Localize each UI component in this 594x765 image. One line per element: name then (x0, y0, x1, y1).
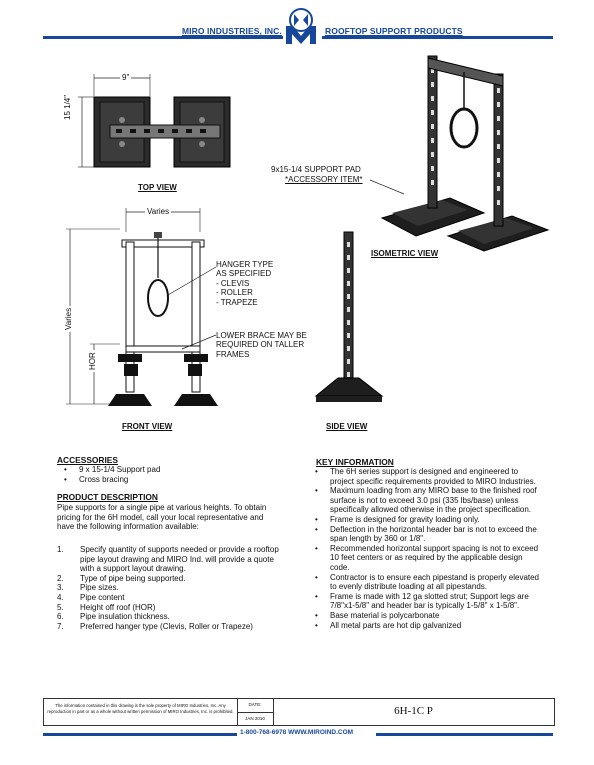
brace-callout-line: REQUIRED ON TALLER (216, 340, 305, 350)
hanger-type-callout (216, 260, 273, 307)
key-info-item: • All metal parts are hot dip galvanized (308, 621, 544, 631)
header-company-name: MIRO INDUSTRIES, INC. (182, 26, 282, 36)
miro-logo-icon (283, 6, 319, 44)
product-description-list (57, 545, 279, 631)
isometric-view-drawing (372, 48, 552, 253)
accessory-item: • 9 x 15-1/4 Support pad (57, 465, 297, 475)
header-bar-right (322, 36, 553, 39)
header-bar-left (43, 36, 283, 39)
title-block (43, 698, 555, 726)
key-info-item: • The 6H series support is designed and engineered to project specific requirements provided to MIRO Industries. (308, 467, 544, 486)
key-info-item: • Base material is polycarbonate (308, 611, 544, 621)
footer-bar-left (43, 733, 237, 736)
accessories-title: ACCESSORIES (57, 455, 118, 465)
top-view-height-dim: 15 1/4" (63, 94, 72, 120)
lower-brace-callout (216, 331, 307, 359)
description-item: 4. Pipe content (57, 592, 125, 602)
support-pad-callout-line2: *ACCESSORY ITEM* (285, 175, 363, 184)
header-tagline: ROOFTOP SUPPORT PRODUCTS (325, 26, 463, 36)
description-item: 5. Height off roof (HOR) (57, 602, 156, 612)
description-item: 6. Pipe insulation thickness. (57, 612, 170, 622)
isometric-view-label: ISOMETRIC VIEW (371, 249, 439, 258)
callout-leader-lines (160, 265, 220, 355)
product-description-title: PRODUCT DESCRIPTION (57, 492, 158, 502)
key-info-item: • Maximum loading from any MIRO base to the finished roof surface is not to exceed 3.0 psi (335 lbs/base) unless specifically allowed otherwise in the project specification. (308, 486, 544, 515)
description-item: 2. Type of pipe being supported. (57, 573, 186, 583)
front-view-hor-dim: HOR (88, 352, 97, 370)
brace-callout-line: FRAMES (216, 349, 250, 359)
side-view-label: SIDE VIEW (326, 422, 368, 431)
key-info-item: • Recommended horizontal support spacing is not to exceed 10 feet centers or as required by the applicable design code. (308, 544, 544, 573)
footer-bar-right (376, 733, 553, 736)
date-value: JAN 2010 (245, 716, 265, 721)
key-information-list (308, 467, 544, 630)
top-view-width-dim: 9" (122, 73, 130, 82)
key-information-title: KEY INFORMATION (316, 457, 394, 467)
accessory-item: • Cross bracing (57, 475, 297, 485)
hanger-callout-line: HANGER TYPE (216, 260, 274, 269)
hanger-callout-line: - TRAPEZE (216, 297, 258, 307)
support-pad-leader-line (370, 178, 410, 198)
description-item: 7. Preferred hanger type (Clevis, Roller or Trapeze) (57, 621, 253, 631)
key-info-item: • Frame is made with 12 ga slotted strut; Support legs are 7/8"x1-5/8" and header bar is typically 1-5/8" x 1-5/8". (308, 592, 544, 611)
side-view-drawing (314, 228, 384, 413)
proprietary-notice: The information contained in this drawing is the sole property of MIRO Industries, Inc. Any reproduction in part or as a whole without written permission of MIRO Industries, Inc. is prohibited. (47, 703, 234, 714)
front-view-label: FRONT VIEW (122, 422, 173, 431)
key-info-item: • Frame is designed for gravity loading only. (308, 515, 544, 525)
footer-contact: 1-800-768-6978 WWW.MIROIND.COM (240, 729, 354, 736)
key-info-item: • Contractor is to ensure each pipestand is properly elevated to evenly distribute loading at all pipestands. (308, 573, 544, 592)
front-view-width-dim: Varies (147, 207, 170, 216)
top-view-label: TOP VIEW (138, 183, 177, 192)
title-block-date-cell (237, 699, 274, 725)
hanger-callout-line: - CLEVIS (216, 278, 250, 288)
support-pad-callout-line1: 9x15-1/4 SUPPORT PAD (271, 165, 361, 174)
accessories-list (57, 465, 297, 484)
date-label: DATE: (237, 699, 273, 713)
title-block-notice-cell (44, 699, 238, 725)
description-item: 3. Pipe sizes. (57, 583, 119, 593)
top-view-drawing (70, 70, 240, 182)
description-item: 1. Specify quantity of supports needed or provide a rooftop pipe layout drawing and MIRO Ind. will provide a quote with a support layout drawing. (57, 545, 279, 574)
product-description-intro: Pipe supports for a single pipe at various heights. To obtain pricing for the 6H model, call your local representative and have the following information available: (57, 503, 267, 532)
key-info-item: • Deflection in the horizontal header bar is not to exceed the span length by 360 or 1/8". (308, 525, 544, 544)
brace-callout-line: LOWER BRACE MAY BE (216, 331, 307, 340)
hanger-callout-line: AS SPECIFIED (216, 269, 272, 279)
hanger-callout-line: - ROLLER (216, 288, 253, 298)
drawing-number: 6H-1C P (394, 705, 433, 717)
front-view-height-dim: Varies (64, 307, 73, 330)
